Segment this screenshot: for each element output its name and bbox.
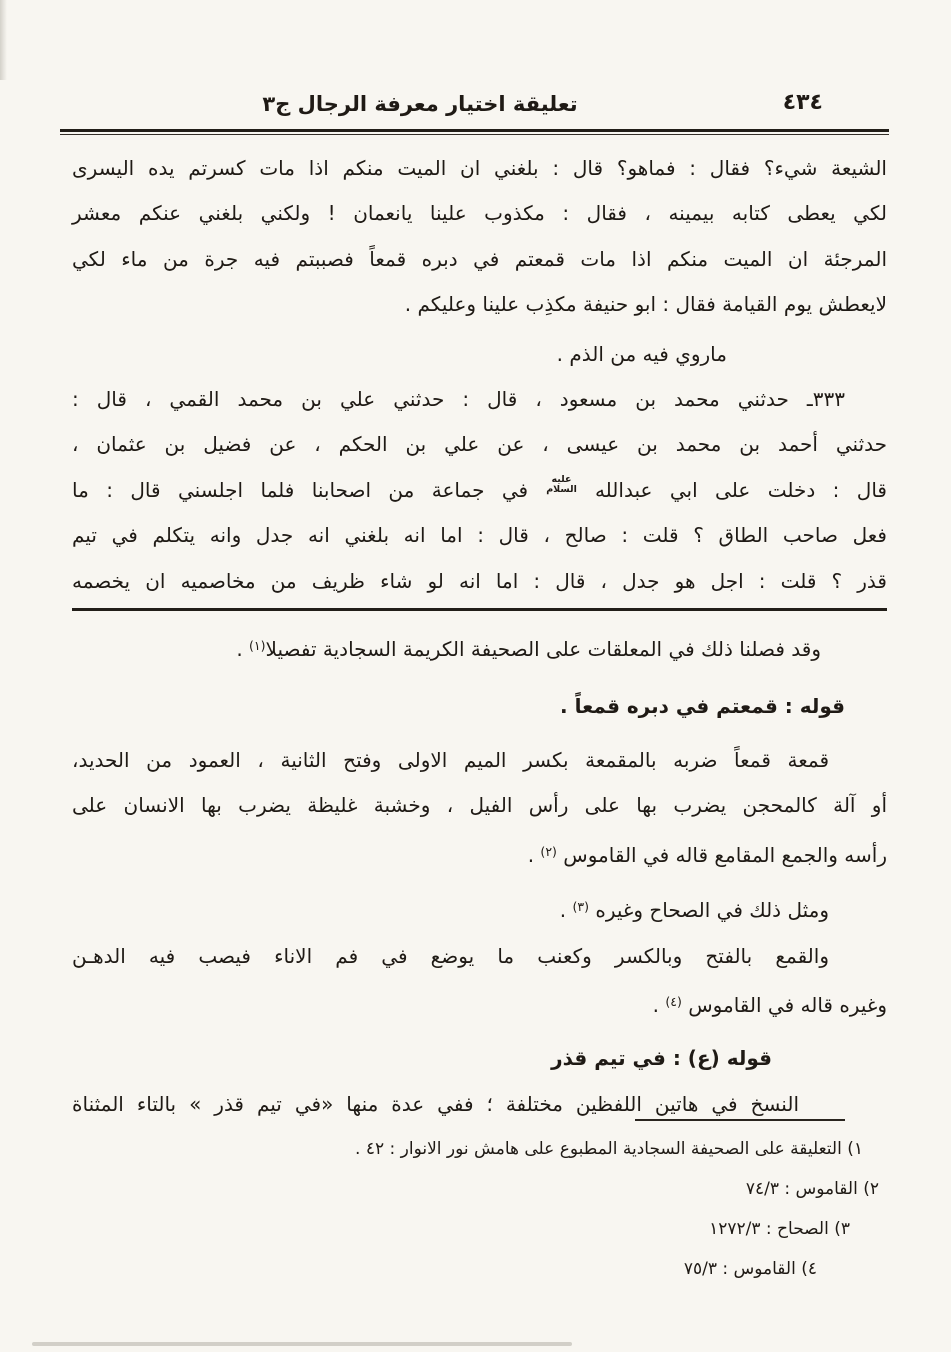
commentary-p2-line-2-tail: . xyxy=(652,992,666,1017)
commentary-sihah-text: ومثل ذلك في الصحاح وغيره xyxy=(589,898,829,923)
commentary-sihah-line xyxy=(72,884,887,933)
commentary-p1-line-3-tail: . xyxy=(527,842,541,867)
commentary-p1-line-2: أو آلة كالمحجن يضرب بها على رأس الفيل ، وخشبة غليظة يضرب بها الانسان على xyxy=(72,793,887,818)
footnote-4: ٤) القاموس : ٧٥/٣ xyxy=(683,1259,817,1280)
matn-line-9: فعل صاحب الطاق ؟ قلت : صالح ، قال : اما انه بلغني انه جدل وانه يتكلم في تيم xyxy=(72,523,887,548)
heading-qawluhu-qamaa: قوله : قمعتم في دبره قمعاً . xyxy=(560,694,845,719)
scan-bottom-smudge xyxy=(32,1342,572,1346)
matn-line-8-end: في جماعة من اصحابنا فلما اجلسني قال : ما xyxy=(72,477,529,502)
matn-line-10: قذر ؟ قلت : اجل هو جدل ، قال : اما انه لو شاء ظريف من مخاصميه ان يخصمه xyxy=(72,568,887,593)
commentary-p2-line-1: والقمع بالفتح وبالكسر وكعنب ما يوضع في فم الاناء فيصب فيه الدهـن xyxy=(72,943,829,968)
footnotes-section xyxy=(72,1129,887,1289)
commentary-p2-line-2 xyxy=(72,979,887,1028)
matn-line-2: لكي يعطى كتابه بيمينه ، فقال : مكذوب علينا يانعمان ! ولكني بلغني عنكم معشر xyxy=(72,201,887,226)
matn-line-4: لايعطش يوم القيامة فقال : ابو حنيفة مكذِب علينا وعليكم . xyxy=(404,292,887,317)
page-content xyxy=(72,146,887,1289)
matn-line-1: الشيعة شيء؟ فقال : فماهو؟ قال : بلغني ان الميت منكم اذا مات كسرتم يده اليسرى xyxy=(72,156,887,180)
commentary-intro-tail: . xyxy=(236,637,250,662)
footnote-marker-1: (١) xyxy=(249,638,266,654)
footnote-2: ٢) القاموس : ٧٤/٣ xyxy=(745,1179,879,1200)
commentary-section xyxy=(72,623,887,1127)
commentary-p1-line-3 xyxy=(72,829,887,878)
commentary-p2-line-2-text: وغيره قاله في القاموس xyxy=(681,992,887,1017)
footnote-1: ١) التعليقة على الصحيفة السجادية المطبوع على هامش نور الانوار : ٤٢ . xyxy=(355,1139,863,1160)
commentary-p1-line-1: قمعة قمعاً ضربه بالمقمعة بكسر الميم الاولى وفتح الثانية ، العمود من الحديد، xyxy=(72,747,829,772)
commentary-nusakh-line: النسخ في هاتين اللفظين مختلفة ؛ ففي عدة منها «في تيم قذر » بالتاء المثناة xyxy=(72,1091,799,1116)
commentary-intro-text: وقد فصلنا ذلك في المعلقات على الصحيفة الكريمة السجادية تفصيلا xyxy=(265,637,821,662)
matn-line-8-start: قال : دخلت على ابي عبدالله xyxy=(594,477,887,502)
matn-line-3: المرجئة ان الميت منكم اذا مات قمعتم في دبره قمعاً فصببتم فيه جرة من ماء لكي xyxy=(72,246,887,271)
header-rule xyxy=(60,129,889,135)
commentary-sihah-tail: . xyxy=(559,898,573,923)
matn-line-8 xyxy=(72,468,887,513)
footnote-marker-2: (٢) xyxy=(540,843,557,859)
matn-section xyxy=(72,146,887,604)
commentary-divider-rule xyxy=(72,608,887,611)
scan-edge-shade xyxy=(0,0,7,80)
heading-qawluhu-tim-qadhar: قوله (ع) : في تيم قذر xyxy=(551,1046,772,1071)
footnote-marker-4: (٤) xyxy=(665,993,682,1009)
matn-line-5: ماروي فيه من الذم . xyxy=(556,341,727,366)
matn-line-6: ٣٣٣ـ حدثني محمد بن مسعود ، قال : حدثني علي بن محمد القمي ، قال : xyxy=(72,387,845,412)
alayhi-salam-symbol: عليه السلام xyxy=(546,474,577,496)
footnote-3: ٣) الصحاح : ١٢٧٢/٣ xyxy=(709,1219,850,1240)
matn-line-7: حدثني أحمد بن محمد بن عيسى ، عن علي بن الحكم ، عن فضيل بن عثمان ، xyxy=(72,432,887,457)
page-number: ٤٣٤ xyxy=(782,90,823,115)
commentary-p1-line-3-text: رأسه والجمع المقامع قاله في القاموس xyxy=(556,842,887,867)
commentary-intro-line xyxy=(72,623,887,672)
page-title: تعليقة اختيار معرفة الرجال ج٣ xyxy=(262,92,578,116)
footnote-marker-3: (٣) xyxy=(572,899,589,915)
